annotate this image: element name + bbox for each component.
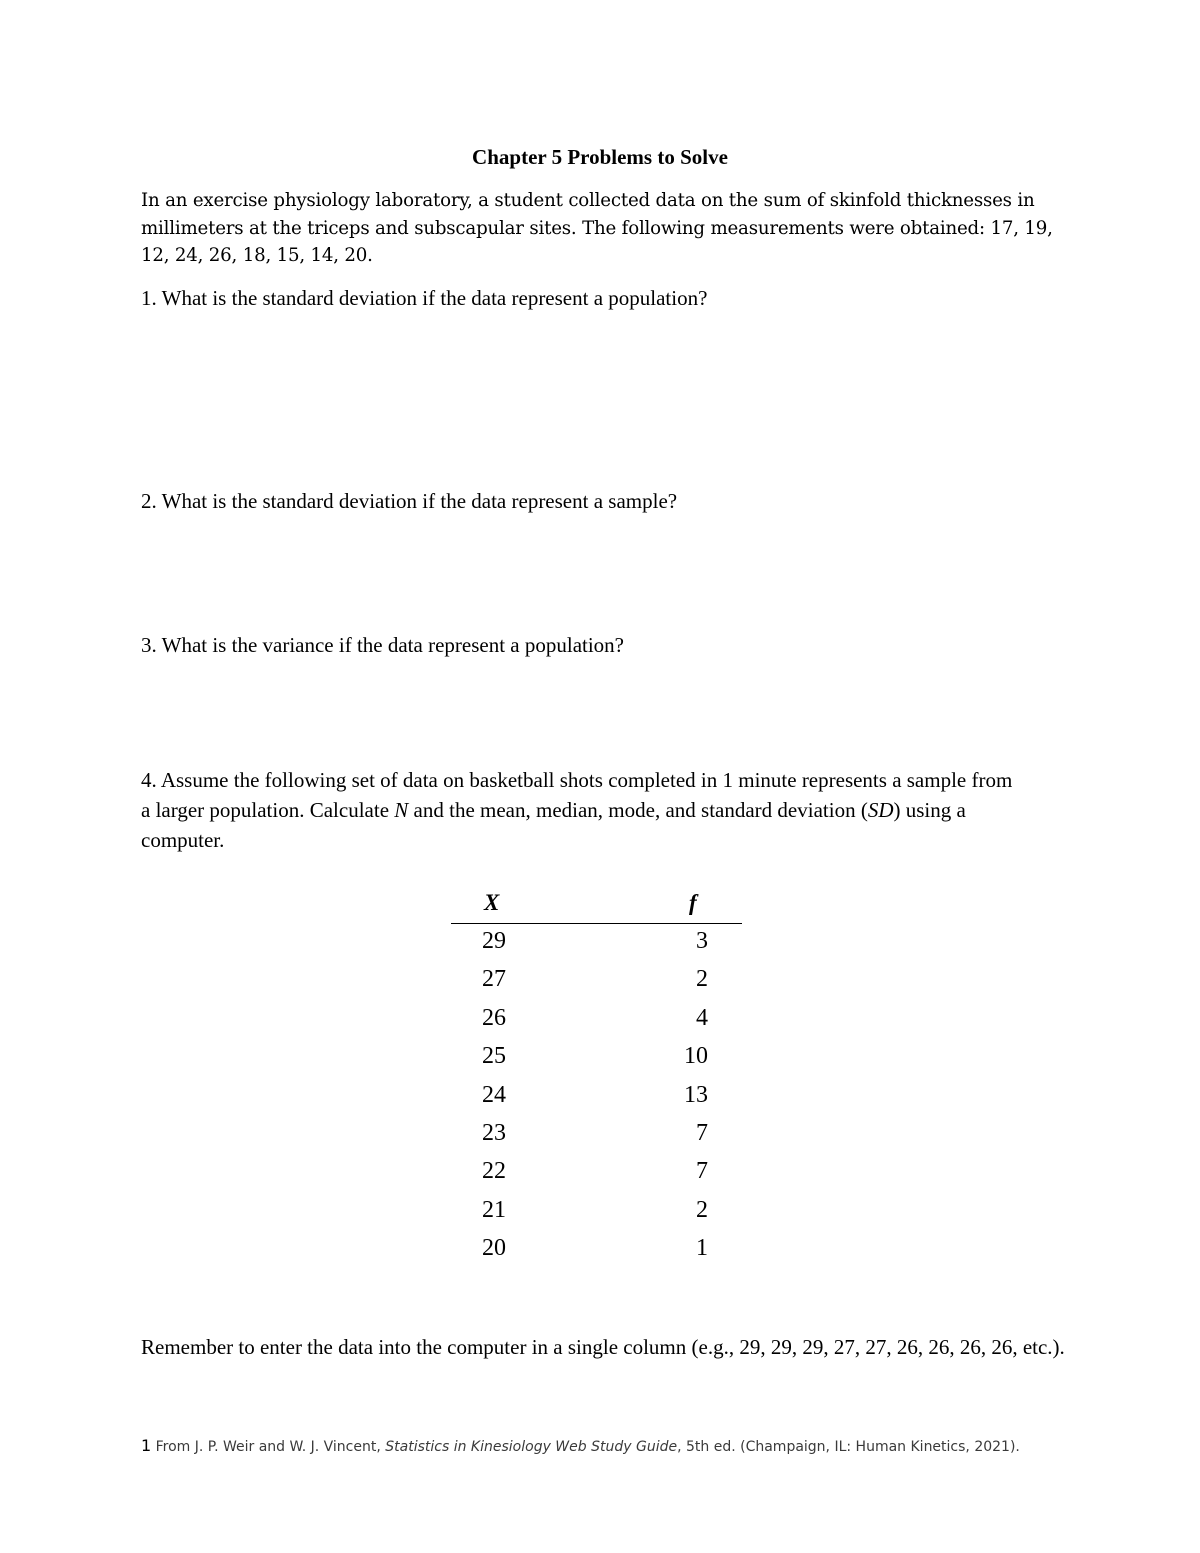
footnote-book-title: Statistics in Kinesiology Web Study Guide [385,1439,678,1455]
question-1: 1. What is the standard deviation if the data represent a population? [141,286,708,310]
cell-f: 2 [696,966,708,993]
footnote-number: 1 [141,1436,152,1455]
question-4-text-3: ) using a computer. [141,798,966,852]
footnote-suffix: , 5th ed. (Champaign, IL: Human Kinetics, 2021). [677,1439,1020,1455]
cell-f: 13 [684,1081,708,1108]
table-row [451,962,742,1000]
footnote [141,1436,1091,1457]
table-row [451,1001,742,1039]
cell-f: 7 [696,1119,708,1146]
cell-x: 23 [482,1119,506,1146]
footnote-prefix: From J. P. Weir and W. J. Vincent, [151,1439,386,1455]
intro-paragraph: In an exercise physiology laboratory, a student collected data on the sum of skinfold thicknesses in millimeters at the triceps and subscapular sites. The following measurements were obtained: 17, 19, 12, 24, 26, 18, 15, 14, 20. [141,190,1053,266]
reminder-paragraph: Remember to enter the data into the computer in a single column (e.g., 29, 29, 29, 27, 27, 26, 26, 26, 26, etc.). [141,1335,1065,1359]
table-row [451,1116,742,1154]
cell-x: 22 [482,1158,506,1185]
cell-x: 26 [482,1004,506,1031]
cell-x: 27 [482,966,506,993]
table-row [451,1154,742,1192]
table-row [451,1231,742,1269]
frequency-table [451,888,742,1270]
cell-x: 24 [482,1081,506,1108]
table-header [451,888,742,924]
page-title: Chapter 5 Problems to Solve [472,145,728,169]
cell-x: 29 [482,928,506,954]
question-4-n: N [394,798,409,822]
question-3: 3. What is the variance if the data represent a population? [141,633,624,657]
question-4-text-1: 4. Assume the following set of data on basketball shots completed in 1 minute represents a sample from a larger population. Calculate [141,768,1013,822]
table-row [451,924,742,962]
cell-f: 10 [684,1043,708,1070]
column-header-f: f [689,890,697,915]
table-row [451,1078,742,1116]
cell-x: 20 [482,1235,506,1262]
cell-x: 25 [482,1043,506,1070]
table-row [451,1193,742,1231]
cell-f: 7 [696,1158,708,1185]
cell-f: 1 [696,1235,708,1262]
cell-f: 2 [696,1196,708,1223]
table-row [451,1039,742,1077]
question-4 [141,765,1021,855]
question-2: 2. What is the standard deviation if the data represent a sample? [141,489,678,513]
cell-f: 4 [696,1004,708,1031]
cell-x: 21 [482,1196,506,1223]
column-header-x: X [484,890,500,915]
question-4-sd: SD [867,798,894,822]
question-4-text-2: and the mean, median, mode, and standard deviation ( [408,798,868,822]
cell-f: 3 [696,928,708,954]
